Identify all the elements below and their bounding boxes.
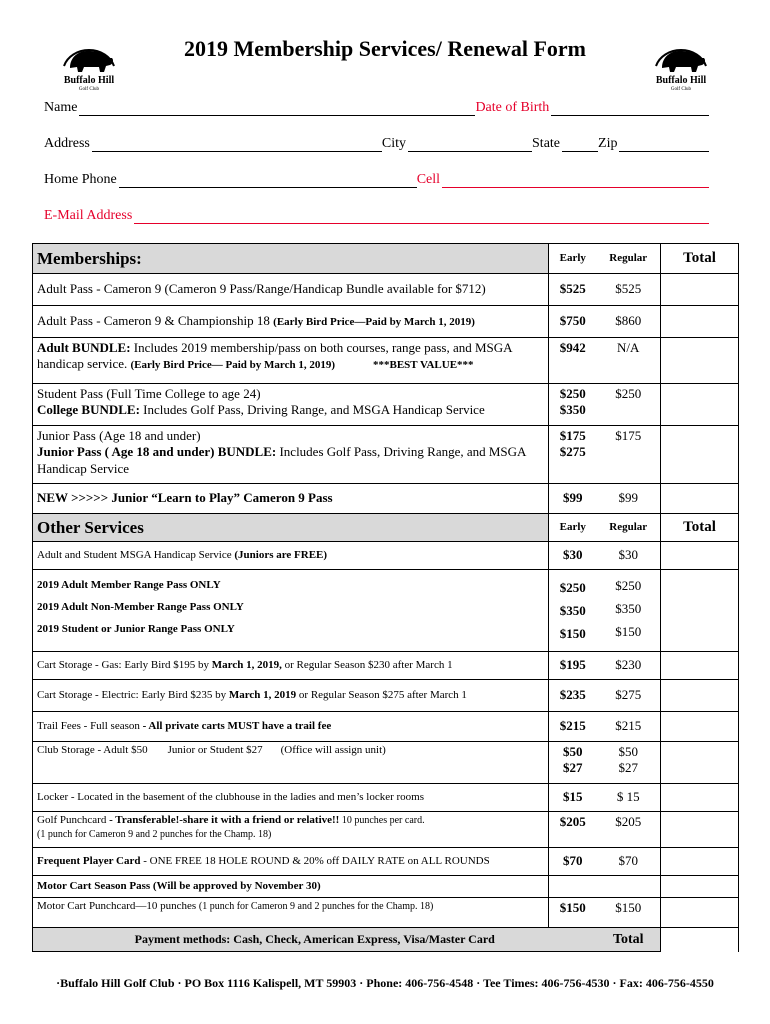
regular-price: $525 xyxy=(597,274,661,306)
total-cell[interactable] xyxy=(661,274,739,306)
regular-price: $30 xyxy=(597,542,661,570)
row-text: (1 punch for Cameron 9 and 2 punches for the Champ. 18) xyxy=(37,828,272,840)
row-bold-text: College BUNDLE: xyxy=(37,402,140,418)
name-field[interactable] xyxy=(79,101,475,116)
total-cell[interactable] xyxy=(661,848,739,876)
row-bold-text: Frequent Player Card xyxy=(37,854,141,867)
row-text: Club Storage - Adult $50 xyxy=(37,744,148,756)
row-text: (1 punch for Cameron 9 and 2 punches for the Champ. 18) xyxy=(198,901,434,912)
early-price: $750 xyxy=(549,306,597,338)
phone-row xyxy=(44,168,709,188)
total-cell[interactable] xyxy=(661,426,739,484)
dob-field[interactable] xyxy=(551,101,709,116)
early-price-1: $250 xyxy=(559,580,586,595)
regular-price: $275 xyxy=(597,680,661,712)
total-cell[interactable] xyxy=(661,712,739,742)
row-text: Trail Fees - Full season xyxy=(37,719,143,732)
row-text: Cart Storage - Gas: Early Bird $195 by xyxy=(37,658,212,671)
row-text: Golf Punchcard xyxy=(37,814,110,826)
early-price-2: $350 xyxy=(559,402,586,418)
early-header: Early xyxy=(549,244,597,274)
regular-price: $ 15 xyxy=(597,784,661,812)
row-bold-text: March 1, 2019 xyxy=(228,688,297,701)
row-description xyxy=(33,812,549,848)
early-price: $15 xyxy=(549,784,597,812)
memberships-heading: Memberships: xyxy=(33,244,549,274)
row-description xyxy=(33,338,549,384)
motor-cart-heading: Motor Cart Season Pass (Will be approved by November 30) xyxy=(33,876,549,898)
row-description xyxy=(33,384,549,426)
total-cell[interactable] xyxy=(661,680,739,712)
table-row xyxy=(33,274,739,306)
early-price: $195 xyxy=(549,652,597,680)
table-row xyxy=(33,784,739,812)
early-price xyxy=(549,570,597,652)
early-price: $525 xyxy=(549,274,597,306)
row-bold-text: - Transferable!-share it with a friend or relative!! xyxy=(109,814,340,826)
svg-text:Golf Club: Golf Club xyxy=(670,87,692,92)
row-description xyxy=(33,898,549,928)
regular-price xyxy=(597,570,661,652)
row-bold-text: (Early Bird Price—Paid by March 1, 2019) xyxy=(273,316,475,329)
row-text: Junior Pass (Age 18 and under) xyxy=(37,428,201,443)
regular-header: Regular xyxy=(597,514,661,542)
total-header: Total xyxy=(661,244,739,274)
early-price-1: $250 xyxy=(559,386,586,401)
payment-row xyxy=(33,928,739,952)
table-row xyxy=(33,652,739,680)
name-label: Name xyxy=(44,100,78,115)
row-bold-text: March 1, 2019, xyxy=(211,658,282,671)
row-text: Includes Golf Pass, Driving Range, and MSGA Handicap Service xyxy=(37,444,526,476)
zip-label: Zip xyxy=(598,136,618,151)
table-row xyxy=(33,742,739,784)
early-price: $235 xyxy=(549,680,597,712)
early-header: Early xyxy=(549,514,597,542)
range-pass-adult-member: 2019 Adult Member Range Pass ONLY xyxy=(37,579,221,591)
row-description: Locker - Located in the basement of the clubhouse in the ladies and men’s locker rooms xyxy=(33,784,549,812)
early-price: $942 xyxy=(549,338,597,384)
table-row xyxy=(33,426,739,484)
table-row xyxy=(33,570,739,652)
row-text: (Office will assign unit) xyxy=(280,744,386,756)
address-field[interactable] xyxy=(92,137,382,152)
early-price xyxy=(549,426,597,484)
table-row xyxy=(33,712,739,742)
early-price-2: $275 xyxy=(559,444,586,460)
total-header: Total xyxy=(661,514,739,542)
best-value-text: ***BEST VALUE*** xyxy=(372,359,474,372)
city-label: City xyxy=(381,136,407,151)
row-text: or Regular Season $275 after March 1 xyxy=(296,688,467,701)
total-cell[interactable] xyxy=(661,384,739,426)
name-row xyxy=(44,96,709,116)
regular-price: N/A xyxy=(597,338,661,384)
footer-contact: ·Buffalo Hill Golf Club · PO Box 1116 Kalispell, MT 59903 · Phone: 406-756-4548 · Tee Times: 406-756-4530 · Fax: 406-756-4550 xyxy=(56,976,714,990)
row-description xyxy=(33,570,549,652)
row-bold-text: NEW >>>>> Junior “Learn to Play” Cameron 9 Pass xyxy=(37,490,333,506)
table-row xyxy=(33,848,739,876)
other-services-heading: Other Services xyxy=(33,514,549,542)
regular-price: $99 xyxy=(597,484,661,514)
early-price xyxy=(549,384,597,426)
regular-header: Regular xyxy=(597,244,661,274)
regular-price xyxy=(597,742,661,784)
early-price: $99 xyxy=(549,484,597,514)
row-text: Adult Pass - Cameron 9 & Championship 18 xyxy=(37,313,274,329)
email-row xyxy=(44,204,709,224)
row-bold-text: Adult BUNDLE: xyxy=(37,340,131,355)
total-cell[interactable] xyxy=(661,306,739,338)
total-cell[interactable] xyxy=(661,484,739,514)
table-row xyxy=(33,542,739,570)
row-description xyxy=(33,742,549,784)
row-text: Motor Cart Punchcard—10 punches xyxy=(37,900,199,912)
address-label: Address xyxy=(44,136,90,151)
total-cell[interactable] xyxy=(661,652,739,680)
cell-field[interactable] xyxy=(442,173,709,188)
total-cell[interactable] xyxy=(661,542,739,570)
form-title: 2019 Membership Services/ Renewal Form xyxy=(183,36,587,61)
total-label: Total xyxy=(597,928,661,952)
other-services-header-row xyxy=(33,514,739,542)
row-bold-text: (Juniors are FREE) xyxy=(234,548,328,561)
row-bold-text: - All private carts MUST have a trail fee xyxy=(142,719,332,732)
row-description xyxy=(33,484,549,514)
svg-text:Buffalo Hill: Buffalo Hill xyxy=(655,75,707,86)
early-price-2: $350 xyxy=(559,603,586,618)
table-row xyxy=(33,484,739,514)
address-row xyxy=(44,132,709,152)
total-cell[interactable] xyxy=(661,898,739,928)
row-text: - ONE FREE 18 HOLE ROUND & 20% off DAILY RATE on ALL ROUNDS xyxy=(140,854,490,867)
range-pass-adult-nonmember: 2019 Adult Non-Member Range Pass ONLY xyxy=(37,601,244,613)
early-price: $215 xyxy=(549,712,597,742)
row-text: Includes 2019 membership/pass on both courses, range pass, and MSGA handicap service. xyxy=(37,340,512,372)
table-row xyxy=(33,384,739,426)
total-cell[interactable] xyxy=(661,812,739,848)
row-description xyxy=(33,712,549,742)
regular-price: $175 xyxy=(597,426,661,484)
row-description xyxy=(33,306,549,338)
svg-text:Golf Club: Golf Club xyxy=(78,87,100,92)
email-label: E-Mail Address xyxy=(44,208,133,223)
table-row xyxy=(33,338,739,384)
row-text: or Regular Season $230 after March 1 xyxy=(281,658,453,671)
early-price-3: $150 xyxy=(559,626,586,641)
regular-price: $250 xyxy=(597,384,661,426)
state-label: State xyxy=(532,136,561,151)
city-field[interactable] xyxy=(408,137,532,152)
regular-price: $205 xyxy=(597,812,661,848)
row-text: Cart Storage - Electric: Early Bird $235 by xyxy=(37,688,229,701)
row-description xyxy=(33,652,549,680)
regular-price: $150 xyxy=(597,898,661,928)
regular-price: $70 xyxy=(597,848,661,876)
memberships-header-row xyxy=(33,244,739,274)
regular-price xyxy=(597,876,661,898)
early-price xyxy=(549,742,597,784)
early-price-2: $27 xyxy=(563,760,583,776)
early-price: $150 xyxy=(549,898,597,928)
row-text: Includes Golf Pass, Driving Range, and MSGA Handicap Service xyxy=(139,402,485,418)
early-price: $30 xyxy=(549,542,597,570)
regular-price: $230 xyxy=(597,652,661,680)
svg-text:Buffalo Hill: Buffalo Hill xyxy=(63,75,115,86)
grand-total-cell[interactable] xyxy=(661,928,739,952)
early-price-1: $175 xyxy=(559,428,586,443)
total-cell[interactable] xyxy=(661,784,739,812)
cell-label: Cell xyxy=(416,172,441,187)
row-description xyxy=(33,680,549,712)
regular-price-1: $50 xyxy=(618,744,638,759)
row-text: 10 punches per card. xyxy=(339,815,425,826)
state-field[interactable] xyxy=(562,137,598,152)
row-text: Adult and Student MSGA Handicap Service xyxy=(37,548,235,561)
regular-price-3: $150 xyxy=(615,624,642,639)
total-cell[interactable] xyxy=(661,876,739,898)
early-price: $205 xyxy=(549,812,597,848)
table-row xyxy=(33,680,739,712)
regular-price-2: $27 xyxy=(618,760,638,776)
row-text: Junior or Student $27 xyxy=(167,744,263,756)
home-phone-field[interactable] xyxy=(119,173,417,188)
home-phone-label: Home Phone xyxy=(44,172,117,187)
row-text: Student Pass (Full Time College to age 24) xyxy=(37,386,261,401)
row-description xyxy=(33,848,549,876)
row-description: Adult Pass - Cameron 9 (Cameron 9 Pass/Range/Handicap Bundle available for $712) xyxy=(33,274,549,306)
total-cell[interactable] xyxy=(661,570,739,652)
regular-price-2: $350 xyxy=(615,601,642,616)
table-row xyxy=(33,876,739,898)
row-bold-text: (Early Bird Price— Paid by March 1, 2019) xyxy=(130,359,335,372)
early-price-1: $50 xyxy=(563,744,583,759)
table-row xyxy=(33,898,739,928)
table-row xyxy=(33,306,739,338)
early-price: $70 xyxy=(549,848,597,876)
range-pass-student-junior: 2019 Student or Junior Range Pass ONLY xyxy=(37,623,235,635)
services-table xyxy=(32,243,739,952)
row-description xyxy=(33,542,549,570)
regular-price-1: $250 xyxy=(615,578,642,593)
total-cell[interactable] xyxy=(661,338,739,384)
early-price xyxy=(549,876,597,898)
zip-field[interactable] xyxy=(619,137,709,152)
row-bold-text: Junior Pass ( Age 18 and under) BUNDLE: xyxy=(37,444,277,460)
row-description xyxy=(33,426,549,484)
regular-price: $215 xyxy=(597,712,661,742)
total-cell[interactable] xyxy=(661,742,739,784)
email-field[interactable] xyxy=(134,209,709,224)
dob-label: Date of Birth xyxy=(475,100,550,115)
payment-methods: Payment methods: Cash, Check, American Express, Visa/Master Card xyxy=(33,928,597,952)
regular-price: $860 xyxy=(597,306,661,338)
table-row xyxy=(33,812,739,848)
